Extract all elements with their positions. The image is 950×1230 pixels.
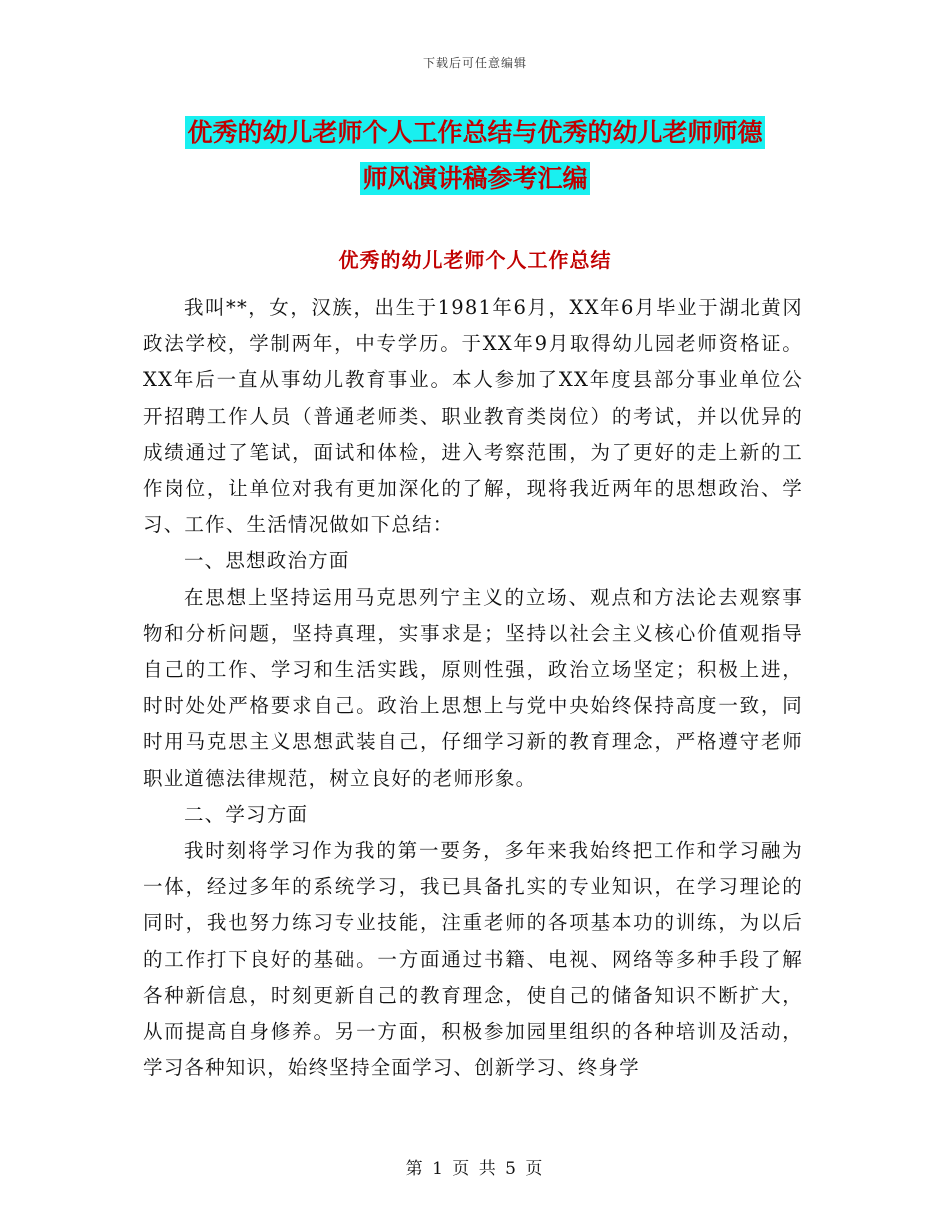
heading-study: 二、学习方面 xyxy=(183,802,309,826)
document-title xyxy=(140,110,810,202)
paragraph-political: 在思想上坚持运用马克思列宁主义的立场、观点和方法论去观察事物和分析问题，坚持真理，实事求是；坚持以社会主义核心价值观指导自己的工作、学习和生活实践，原则性强，政治立场坚定；积极上进，时时处处严格要求自己。政治上思想上与党中央始终保持高度一致，同时用马克思主义思想武装自己，仔细学习新的教育理念，严格遵守老师职业道德法律规范，树立良好的老师形象。 xyxy=(143,585,803,790)
header-note: 下载后可任意编辑 xyxy=(422,56,527,70)
document-title-line-1: 优秀的幼儿老师个人工作总结与优秀的幼儿老师师德 xyxy=(187,118,763,147)
paragraph-study: 我时刻将学习作为我的第一要务，多年来我始终把工作和学习融为一体，经过多年的系统学习，我已具备扎实的专业知识，在学习理论的同时，我也努力练习专业技能，注重老师的各项基本功的训练，为以后的工作打下良好的基础。一方面通过书籍、电视、网络等多种手段了解各种新信息，时刻更新自己的教育理念，使自己的储备知识不断扩大，从而提高自身修养。另一方面，积极参加园里组织的各种培训及活动，学习各种知识，始终坚持全面学习、创新学习、终身学 xyxy=(143,839,803,1080)
section-title: 优秀的幼儿老师个人工作总结 xyxy=(338,248,612,272)
page-footer: 第 1 页 共 5 页 xyxy=(405,1159,545,1179)
heading-political: 一、思想政治方面 xyxy=(183,549,350,573)
body-text xyxy=(143,290,803,1086)
document-title-line-2: 师风演讲稿参考汇编 xyxy=(362,164,588,193)
paragraph-intro: 我叫**，女，汉族，出生于1981年6月，XX年6月毕业于湖北黄冈政法学校，学制两年，中专学历。于XX年9月取得幼儿园老师资格证。XX年后一直从事幼儿教育事业。本人参加了XX年度县部分事业单位公开招聘工作人员（普通老师类、职业教育类岗位）的考试，并以优异的成绩通过了笔试，面试和体检，进入考察范围，为了更好的走上新的工作岗位，让单位对我有更加深化的了解，现将我近两年的思想政治、学习、工作、生活情况做如下总结： xyxy=(143,296,803,537)
